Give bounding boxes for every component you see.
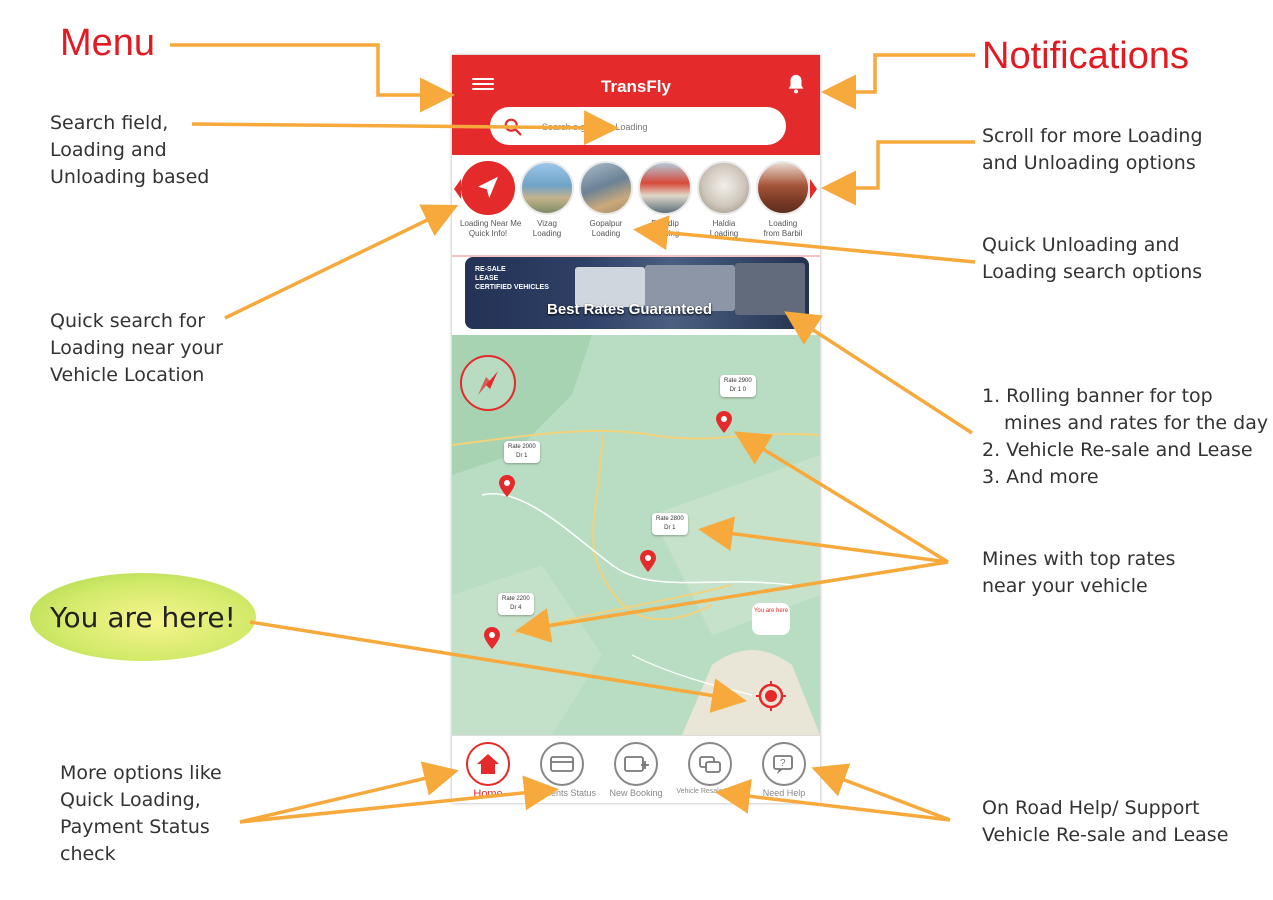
quick-option-sublabel: Loading — [709, 229, 739, 238]
quick-option-label: Gopalpur — [589, 219, 623, 228]
annotation-quick-search: Quick search for Loading near your Vehicle Location — [50, 310, 223, 386]
arrow-mine-1 — [740, 435, 948, 562]
arrow-search — [192, 124, 612, 128]
arrow-options-1 — [240, 772, 452, 822]
quick-option-sublabel: from Barbil — [763, 229, 803, 238]
annotation-search-field: Search field, Loading and Unloading based — [50, 112, 210, 188]
arrow-options-2 — [240, 790, 552, 822]
annotation-road-help: On Road Help/ Support Vehicle Re-sale and Lease — [982, 797, 1229, 846]
quick-option-sublabel: Loading — [591, 229, 621, 238]
quick-option-sublabel: Quick Info! — [468, 229, 508, 238]
quick-option-sublabel: Loading — [650, 229, 680, 238]
nav-label: New Booking — [609, 788, 663, 798]
quick-option-sublabel: Loading — [532, 229, 562, 238]
you-are-here-text: You are here! — [50, 600, 236, 634]
arrow-you-are-here — [250, 622, 740, 700]
nav-label: Home — [473, 788, 503, 800]
rate-tag[interactable]: Rate 2200 Dr 4 — [498, 593, 534, 615]
arrow-scroll — [828, 142, 975, 188]
annotation-more-options: More options like Quick Loading, Payment Status check — [60, 762, 222, 865]
quick-option-label: Loading — [768, 219, 798, 228]
nav-label: Need Help — [762, 788, 806, 798]
quick-option-label: Loading Near Me — [460, 219, 522, 228]
arrow-banner — [790, 315, 972, 433]
arrow-notifications — [828, 55, 975, 92]
rate-tag[interactable]: Rate 2900 Dr 1 0 — [720, 375, 756, 397]
quick-option-label: Paradip — [651, 219, 679, 228]
arrow-mine-2 — [705, 530, 948, 562]
nav-label: Vehicle Resale Lease — [676, 788, 744, 795]
rate-tag[interactable]: Rate 2000 Dr 1 — [504, 441, 540, 463]
annotation-scroll-more: Scroll for more Loading and Unloading options — [982, 125, 1203, 174]
arrow-quick-search — [225, 208, 452, 318]
arrow-mine-3 — [522, 562, 948, 630]
app-title: TransFly — [601, 77, 671, 96]
annotation-menu: Menu — [60, 22, 156, 64]
annotation-notifications: Notifications — [982, 35, 1189, 77]
quick-option-label: Vizag — [537, 219, 557, 228]
arrow-quick-unloading — [640, 230, 975, 262]
annotation-mines-rates: Mines with top rates near your vehicle — [982, 548, 1176, 597]
annotation-quick-unloading: Quick Unloading and Loading search options — [982, 234, 1203, 283]
banner-badge: RE-SALE LEASE CERTIFIED VEHICLES — [475, 266, 549, 291]
nav-label: Payments Status — [527, 788, 597, 798]
quick-option-label: Haldia — [712, 219, 736, 228]
rate-tag[interactable]: Rate 2800 Dr 1 — [652, 513, 688, 535]
svg-text:?: ? — [780, 758, 786, 769]
you-are-here-tag: You are here — [752, 603, 790, 635]
arrow-menu — [170, 45, 448, 95]
annotation-rolling-banner: 1. Rolling banner for top mines and rates for the day 2. Vehicle Re-sale and Lease 3. And more — [982, 385, 1269, 488]
banner-cta: Best Rates Guaranteed — [547, 301, 713, 318]
